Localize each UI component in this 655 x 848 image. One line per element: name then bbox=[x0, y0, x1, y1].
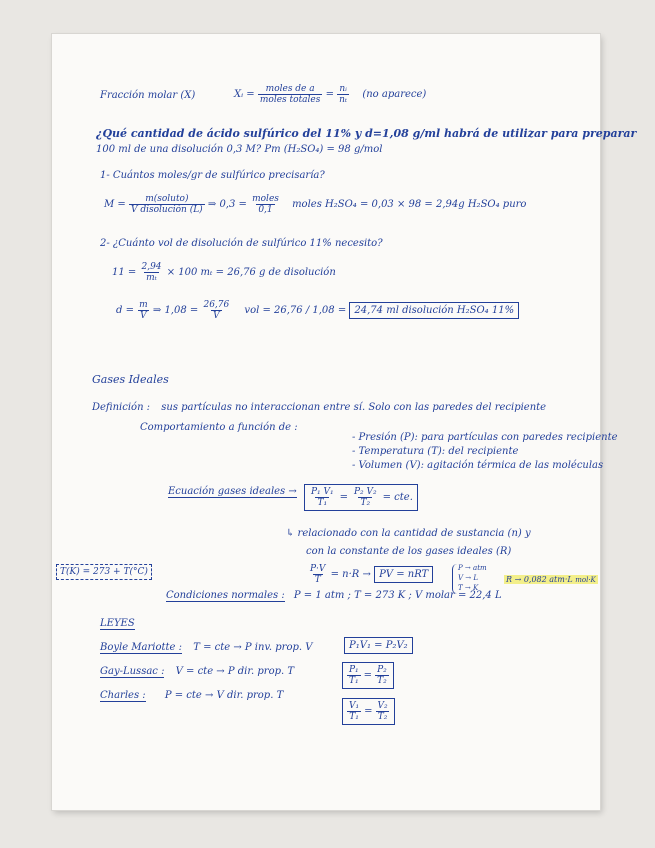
step2-d-mid: ⇒ 1,08 = bbox=[152, 305, 199, 316]
gay-lussac-relation: V = cte → P dir. prop. T bbox=[175, 666, 295, 677]
step1-title bbox=[100, 170, 325, 182]
step1-title-text: 1- Cuántos moles/gr de sulfúrico precisaría? bbox=[100, 170, 325, 181]
step2-title-text: 2- ¿Cuánto vol de disolución de sulfúrico 11% necesito? bbox=[100, 238, 383, 249]
fraccion-num: moles de a bbox=[265, 84, 315, 94]
step2-result: × 100 mₜ = 26,76 g de disolución bbox=[166, 267, 336, 278]
units-v-text: V → L bbox=[458, 574, 479, 582]
r-highlight bbox=[504, 575, 598, 584]
problem-question-2-text: 100 ml de una disolución 0,3 M? Pm (H₂SO₄) = 98 g/mol bbox=[96, 144, 383, 155]
kelvin-note bbox=[56, 566, 152, 578]
condiciones-label: Condiciones normales : bbox=[166, 590, 285, 601]
step1-mid: ⇒ 0,3 = bbox=[207, 199, 247, 210]
def-item-2-text: - Temperatura (T): del recipiente bbox=[352, 446, 519, 457]
def-item-3 bbox=[352, 460, 603, 472]
problem-question-line-2 bbox=[96, 144, 382, 156]
ecuacion-label: Ecuación gases ideales → bbox=[168, 486, 297, 497]
ec-p2: P₂ V₂ bbox=[353, 487, 377, 497]
def-line-2 bbox=[140, 422, 298, 434]
gay-lussac-name: Gay-Lussac : bbox=[100, 666, 165, 677]
def-label: Definición : bbox=[92, 402, 151, 413]
r-value: R → 0,082 atm·L bbox=[506, 575, 573, 584]
fraccion-lhs: Xᵢ = bbox=[234, 89, 255, 100]
gay-d1: T₁ bbox=[349, 676, 359, 686]
def-line-1: sus partículas no interaccionan entre sí. Solo con las paredes del recipiente bbox=[161, 402, 547, 413]
step1-num: m(soluto) bbox=[145, 194, 189, 204]
relacion-2-text: con la constante de los gases ideales (R) bbox=[306, 546, 512, 557]
boyle-formula bbox=[344, 640, 413, 652]
gay-lussac-row bbox=[100, 666, 294, 678]
ch-d2: T₂ bbox=[377, 712, 388, 722]
fraccion-title bbox=[100, 90, 195, 102]
charles-row bbox=[100, 690, 283, 702]
ec-t1: T₁ bbox=[317, 498, 328, 508]
def-item-1 bbox=[352, 432, 618, 444]
step2-d-lhs: d = bbox=[116, 305, 134, 316]
gay-fraction-2 bbox=[375, 665, 389, 686]
r-constant bbox=[504, 574, 598, 586]
gay-fraction-1 bbox=[347, 665, 361, 686]
units-v bbox=[458, 574, 478, 582]
r-units: mol·K bbox=[575, 576, 596, 584]
ec-t2: T₂ bbox=[360, 498, 371, 508]
units-p bbox=[458, 564, 487, 572]
step2-answer-box: 24,74 ml disolución H₂SO₄ 11% bbox=[349, 302, 519, 319]
def-item-3-text: - Volumen (V): agitación térmica de las moléculas bbox=[352, 460, 604, 471]
gases-title bbox=[92, 374, 169, 386]
ch-n1: V₁ bbox=[349, 701, 360, 711]
step2-den: mₜ bbox=[146, 273, 157, 283]
step2-title bbox=[100, 238, 383, 250]
pv-num: P·V bbox=[310, 564, 326, 574]
ch-d1: T₁ bbox=[349, 712, 359, 722]
step2-fraction bbox=[139, 262, 163, 283]
def-item-2 bbox=[352, 446, 518, 458]
relacion-line-1 bbox=[286, 528, 531, 540]
fraccion-n-num: nᵢ bbox=[339, 84, 347, 94]
pv-den: T bbox=[314, 575, 321, 585]
charles-fraction-2 bbox=[376, 701, 390, 722]
fraccion-note: (no aparece) bbox=[362, 89, 427, 100]
fraccion-n-fraction bbox=[337, 84, 349, 105]
charles-fraction-1 bbox=[347, 701, 361, 722]
step1-result: moles H₂SO₄ = 0,03 × 98 = 2,94g H₂SO₄ puro bbox=[292, 199, 527, 210]
step2-d-num2: 26,76 bbox=[203, 300, 230, 310]
step2-d-fraction bbox=[137, 300, 150, 321]
step1-lhs: M = bbox=[104, 199, 126, 210]
ec-p1: P₁ V₁ bbox=[310, 487, 334, 497]
boyle-box: P₁V₁ = P₂V₂ bbox=[344, 637, 413, 654]
charles-name: Charles : bbox=[100, 690, 146, 701]
step2-formula bbox=[112, 262, 336, 283]
problem-question-line-1 bbox=[96, 128, 636, 140]
step2-vol: vol = 26,76 / 1,08 = bbox=[244, 305, 347, 316]
gay-lussac-box: $\frac{\text{P₁}}{\text{T₁}}$ = $\frac{\text{P₂}}{\text{T₂}}$ bbox=[342, 662, 394, 689]
condiciones-row bbox=[166, 590, 502, 602]
problem-question-1-text: ¿Qué cantidad de ácido sulfúrico del 11% y d=1,08 g/ml habrá de utilizar para preparar bbox=[96, 127, 637, 140]
step2-d-den2: V bbox=[213, 311, 220, 321]
boyle-relation: T = cte → P inv. prop. V bbox=[193, 642, 313, 653]
ec-fraction-1 bbox=[309, 487, 336, 508]
kelvin-note-box: T(K) = 273 + T(°C) bbox=[56, 564, 152, 580]
step1-den: V disolución (L) bbox=[130, 205, 203, 215]
notebook-page bbox=[52, 34, 637, 810]
ec-cte: = cte. bbox=[382, 491, 413, 503]
step1-fraction-2 bbox=[250, 194, 281, 215]
pv-rest: = n·R → bbox=[330, 569, 371, 580]
def-line-2-text: Comportamiento a función de : bbox=[140, 422, 298, 433]
gay-n2: P₂ bbox=[377, 665, 387, 675]
def-item-1-text: - Presión (P): para partículas con paredes recipiente bbox=[352, 432, 618, 443]
step2-num: 2,94 bbox=[141, 262, 162, 272]
fraccion-n-den: nₜ bbox=[339, 95, 348, 105]
fraccion-eq: = bbox=[325, 89, 334, 100]
charles-relation: P = cte → V dir. prop. T bbox=[164, 690, 284, 701]
fraccion-fraction bbox=[258, 84, 322, 105]
ch-n2: V₂ bbox=[377, 701, 388, 711]
relacion-line-2 bbox=[306, 546, 511, 558]
step1-num2: moles bbox=[252, 194, 279, 204]
boyle-name: Boyle Mariotte : bbox=[100, 642, 183, 653]
step2-d-num: m bbox=[139, 300, 148, 310]
units-p-text: P → atm bbox=[458, 564, 487, 572]
pv-box: PV = nRT bbox=[374, 566, 433, 583]
gases-definition bbox=[92, 402, 546, 414]
fraccion-title-text: Fracción molar (X) bbox=[100, 90, 196, 101]
ecuacion-row bbox=[168, 484, 418, 511]
step2-d-fraction-2 bbox=[201, 300, 231, 321]
charles-formula bbox=[342, 698, 395, 725]
fraccion-formula bbox=[234, 84, 426, 105]
charles-box: $\frac{\text{V₁}}{\text{T₁}}$ = $\frac{\text{V₂}}{\text{T₂}}$ bbox=[342, 698, 395, 725]
step1-fraction bbox=[129, 194, 205, 215]
step1-formula bbox=[104, 194, 526, 215]
units-t-text: T → K bbox=[458, 584, 479, 592]
pv-fraction bbox=[308, 564, 327, 585]
gay-n1: P₁ bbox=[349, 665, 359, 675]
gay-lussac-formula bbox=[342, 662, 394, 689]
leyes-title-text: LEYES bbox=[100, 618, 135, 629]
relacion-1-text: ↳ relacionado con la cantidad de sustancia (n) y bbox=[286, 528, 531, 539]
step1-den2: 0,1 bbox=[258, 205, 273, 215]
pv-row bbox=[308, 564, 433, 585]
gases-title-text: Gases Ideales bbox=[92, 373, 169, 386]
ec-fraction-2 bbox=[352, 487, 379, 508]
step2-d-den: V bbox=[140, 311, 147, 321]
step2-lhs: 11 = bbox=[112, 267, 137, 278]
gay-d2: T₂ bbox=[377, 676, 387, 686]
ecuacion-box: $\frac{\text{P₁ V₁}}{\text{T₁}}$ = $\frac{\text{P₂ V₂}}{\text{T₂}}$ = cte. bbox=[304, 484, 418, 511]
step2-density bbox=[116, 300, 519, 321]
condiciones-values: P = 1 atm ; T = 273 K ; V molar = 22,4 L bbox=[293, 590, 502, 601]
fraccion-den: moles totales bbox=[259, 95, 321, 105]
leyes-title bbox=[100, 618, 135, 630]
boyle-row bbox=[100, 642, 312, 654]
